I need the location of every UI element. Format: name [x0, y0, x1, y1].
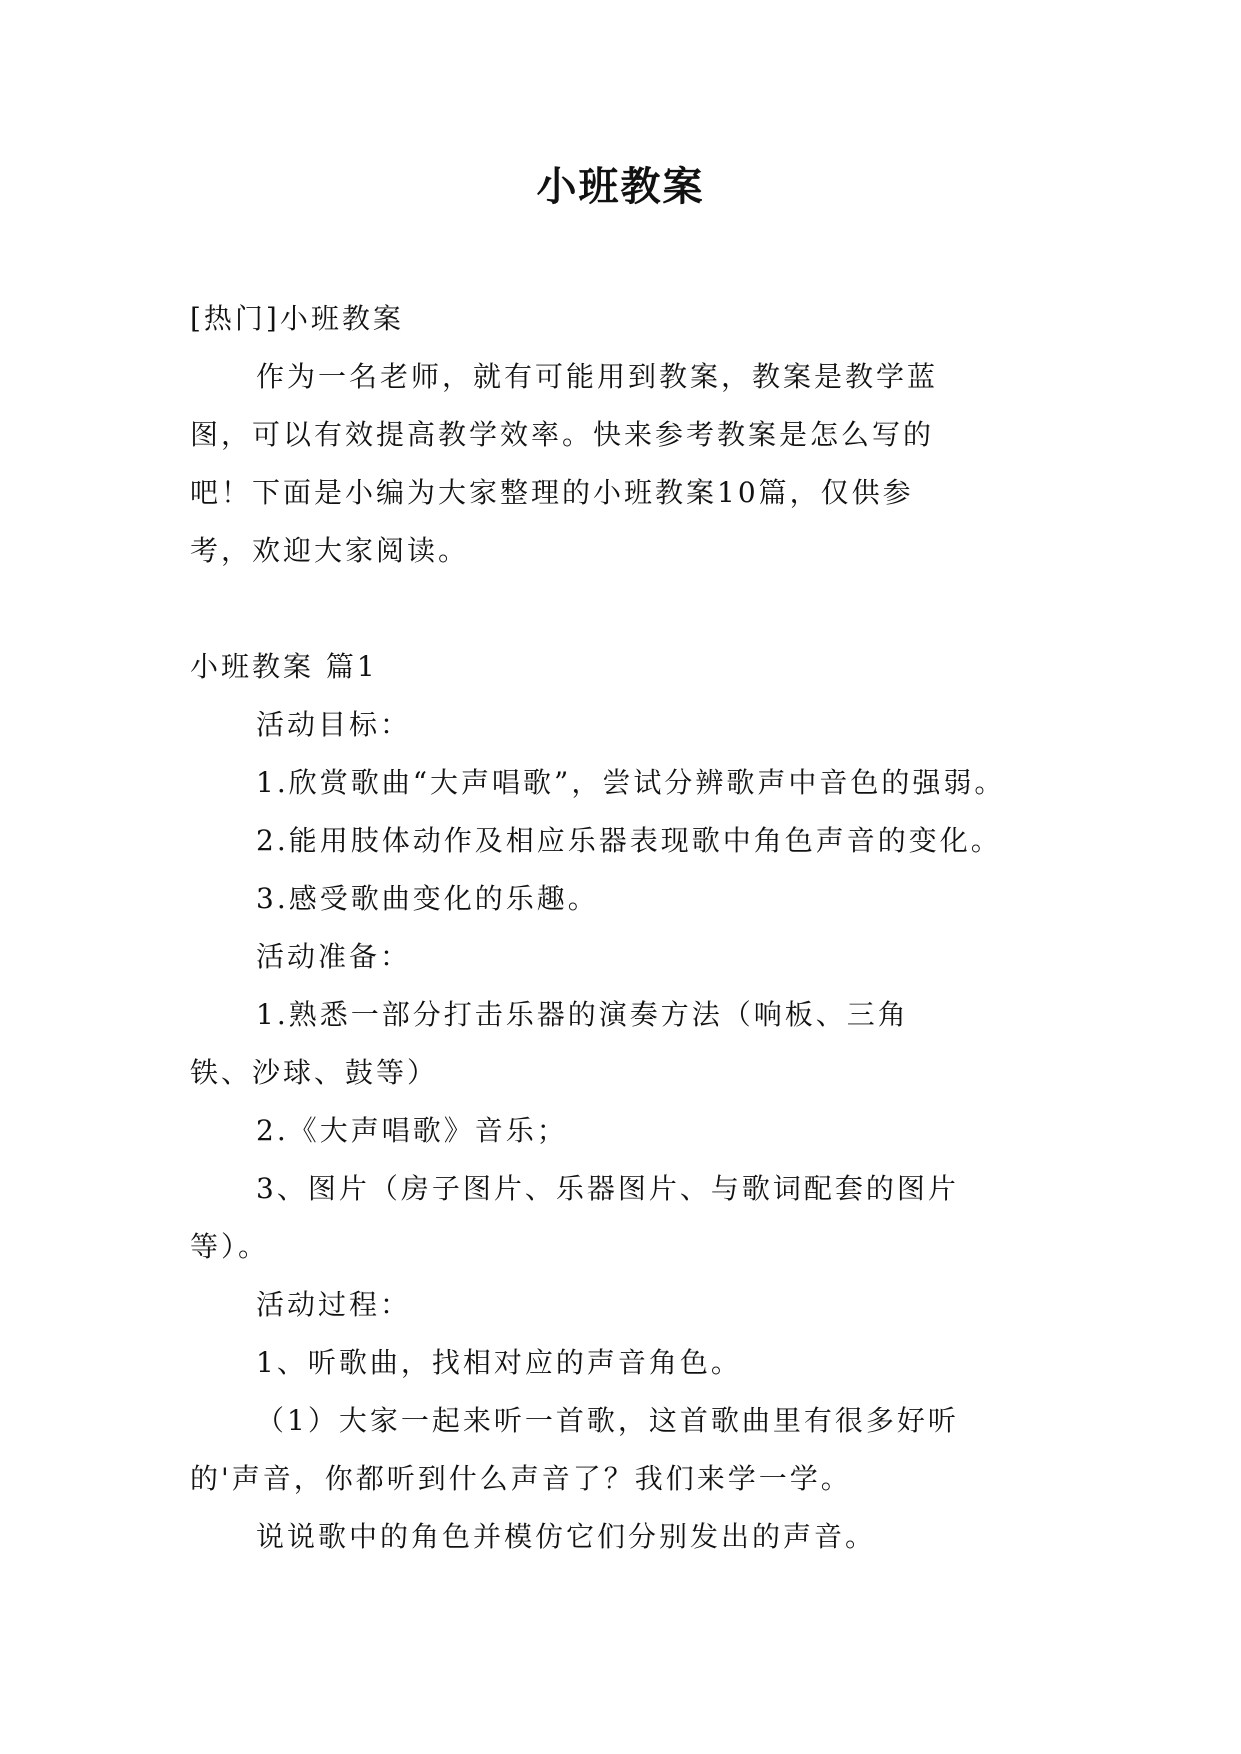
- document-subtitle: [热门]小班教案: [190, 302, 404, 335]
- goal-item: 1.欣赏歌曲“大声唱歌”，尝试分辨歌声中音色的强弱。: [256, 766, 1006, 799]
- document-body: [190, 290, 1070, 1566]
- process-title: 活动过程：: [256, 1288, 412, 1321]
- prep-item: 3、图片（房子图片、乐器图片、与歌词配套的图片等）。: [190, 1172, 959, 1263]
- process-item: 1、听歌曲，找相对应的声音角色。: [256, 1346, 742, 1379]
- prep-item: 2.《大声唱歌》音乐；: [256, 1114, 568, 1147]
- prep-title: 活动准备：: [256, 940, 412, 973]
- section-heading: 小班教案 篇1: [190, 650, 378, 683]
- process-item: 说说歌中的角色并模仿它们分别发出的声音。: [256, 1520, 877, 1553]
- goals-title: 活动目标：: [256, 708, 412, 741]
- goal-item: 2.能用肢体动作及相应乐器表现歌中角色声音的变化。: [256, 824, 1002, 857]
- document-title: 小班教案: [536, 163, 705, 210]
- prep-item: 1.熟悉一部分打击乐器的演奏方法（响板、三角铁、沙球、鼓等）: [190, 998, 909, 1089]
- spacer: [190, 580, 1070, 638]
- process-item: （1）大家一起来听一首歌，这首歌曲里有很多好听的'声音，你都听到什么声音了？我们来学一学。: [190, 1404, 959, 1495]
- intro-paragraph: 作为一名老师，就有可能用到教案，教案是教学蓝图，可以有效提高教学效率。快来参考教案是怎么写的吧！下面是小编为大家整理的小班教案10篇，仅供参考，欢迎大家阅读。: [190, 360, 939, 567]
- goal-item: 3.感受歌曲变化的乐趣。: [256, 882, 599, 915]
